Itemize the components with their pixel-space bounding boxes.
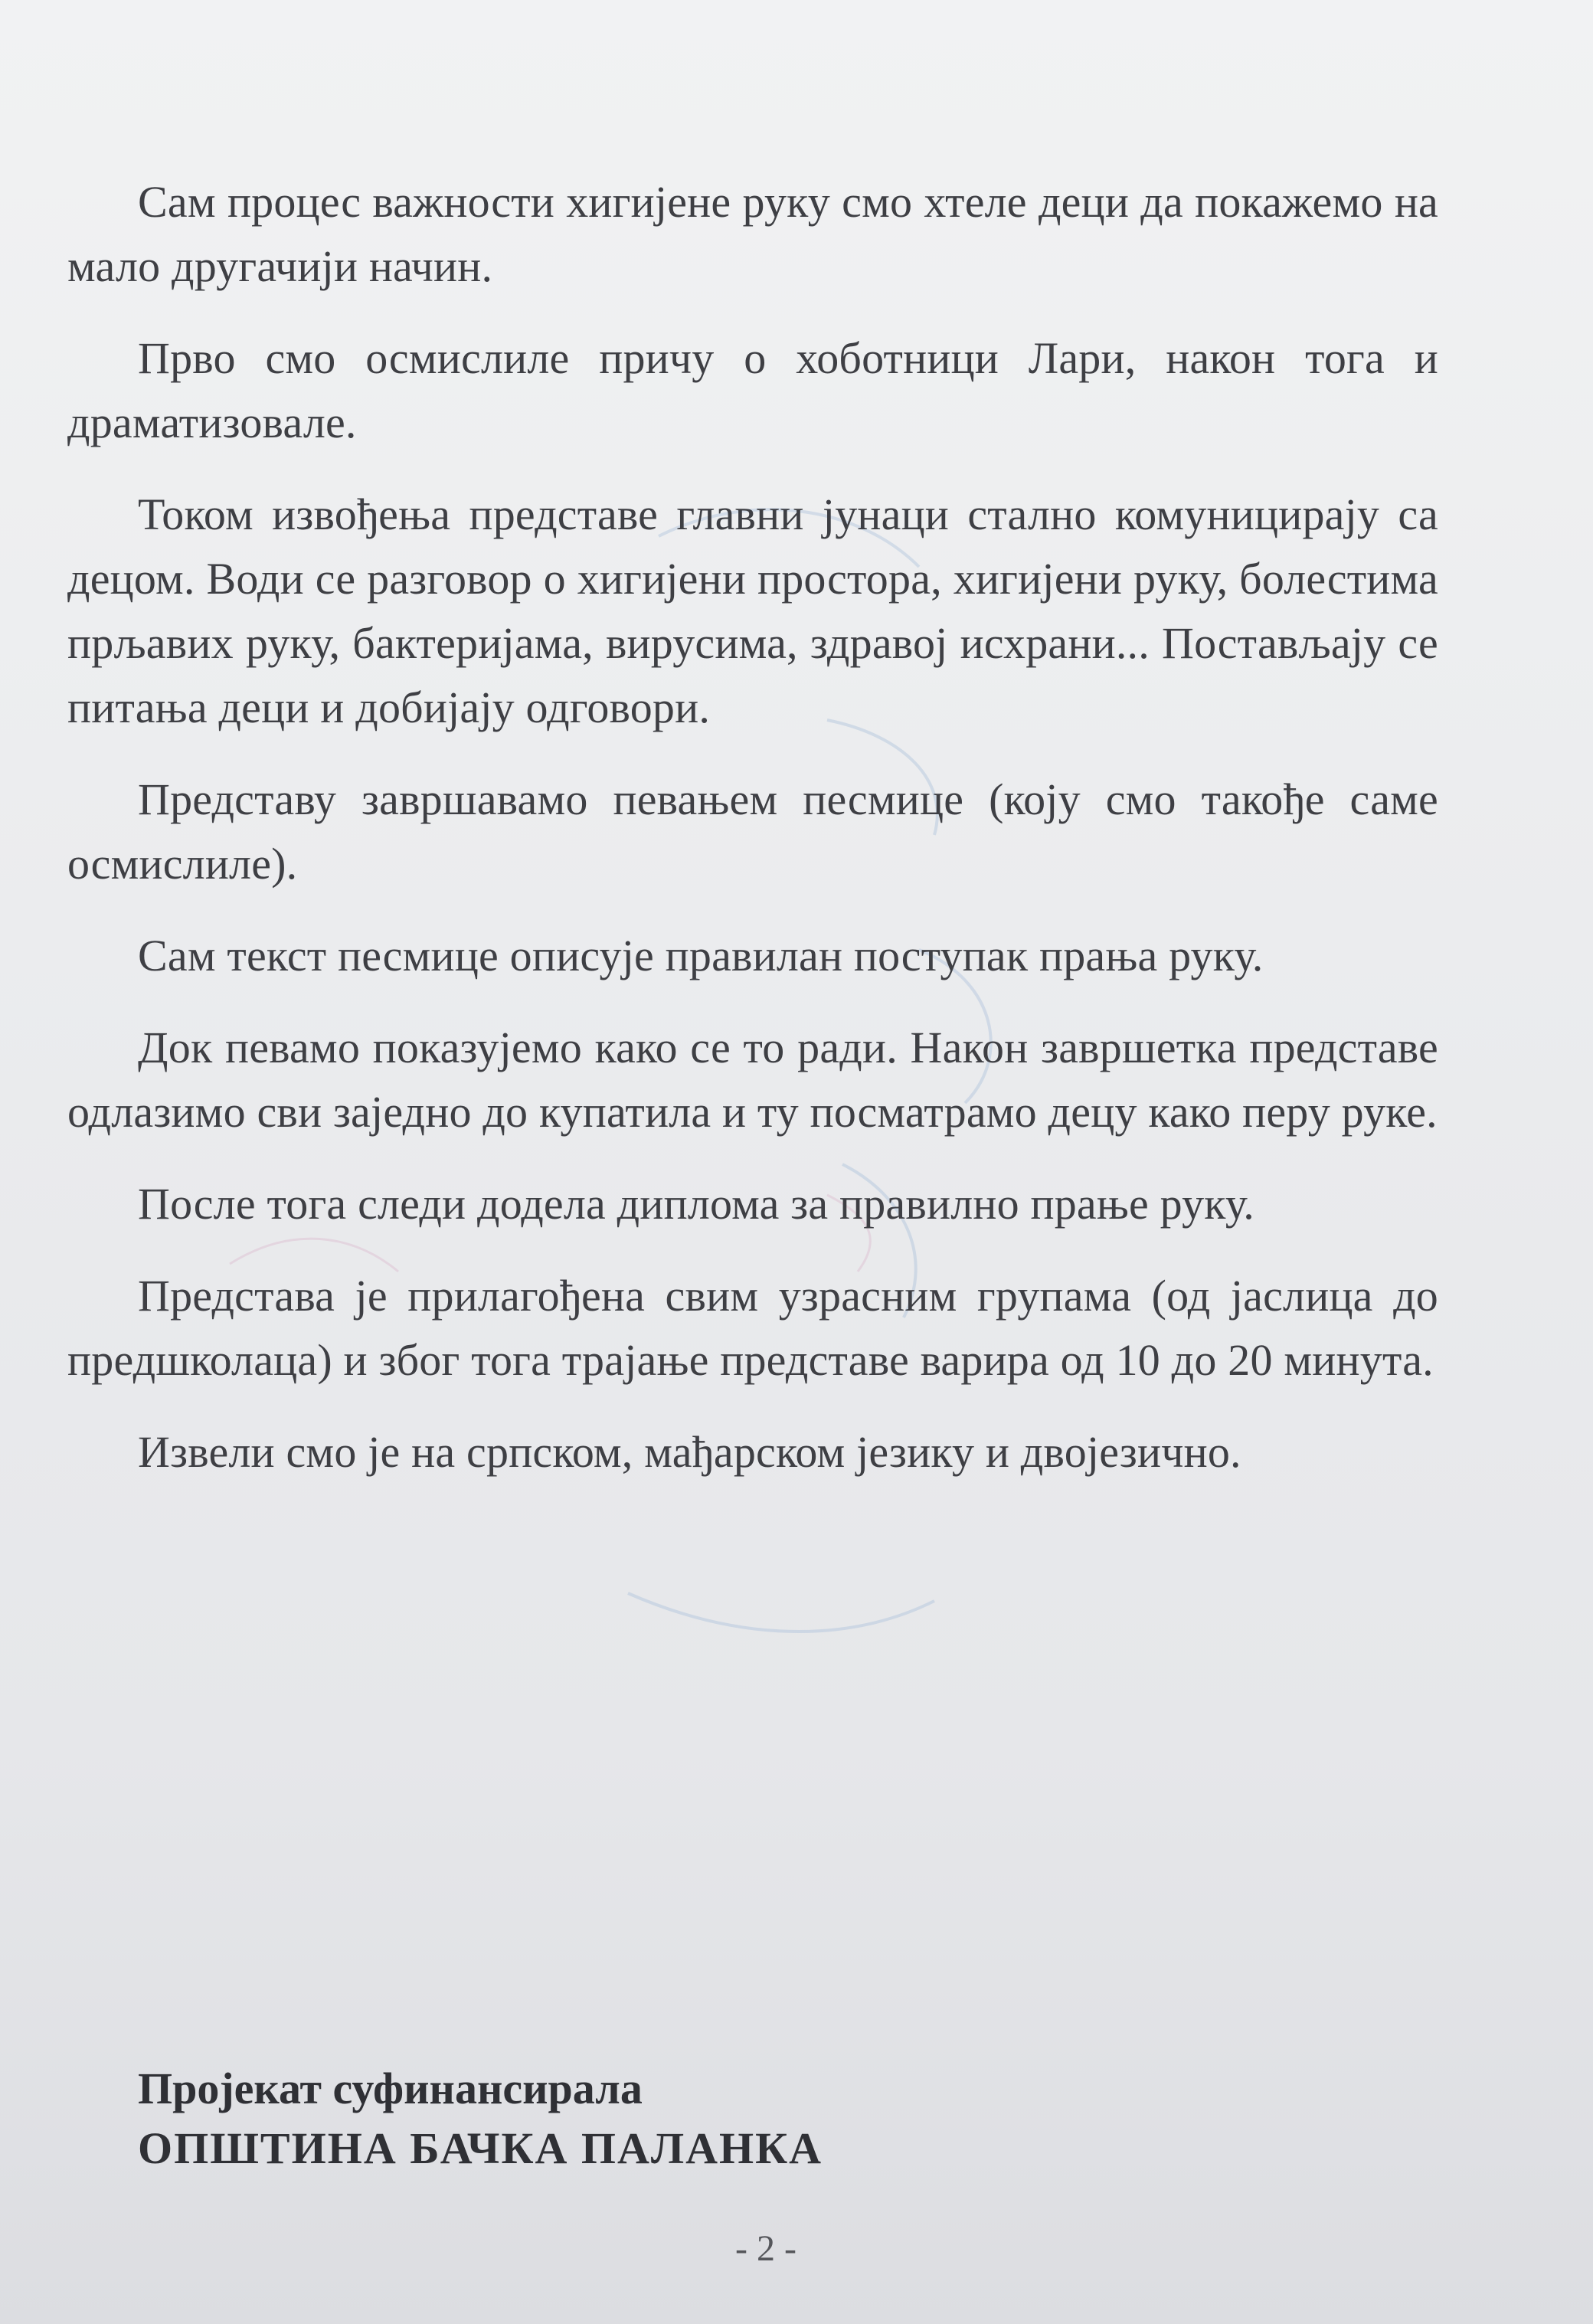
paragraph: Док певамо показујемо како се то ради. Након завршетка представе одлазимо сви заједно до купатила и ту посматрамо децу како перу руке. (67, 1023, 1438, 1137)
paragraph: Представа је прилагођена свим узрасним групама (од јаслица до предшколаца) и због тога трајање представе варира од 10 до 20 минута. (67, 1271, 1438, 1385)
paragraph: Сам процес важности хигијене руку смо хтеле деци да покажемо на мало другачији начин. (67, 177, 1438, 291)
sponsor-block (138, 2059, 1210, 2178)
sponsor-organization: ОПШТИНА БАЧКА ПАЛАНКА (138, 2123, 823, 2173)
paragraph: Извели смо је на српском, мађарском језику и двојезично. (138, 1427, 1241, 1477)
body-text (67, 170, 1438, 1512)
cofinanced-label: Пројекат суфинансирала (138, 2064, 643, 2113)
page-number: - 2 - (735, 2228, 796, 2269)
paragraph: Сам текст песмице описује правилан поступак прања руку. (138, 931, 1264, 980)
paragraph: Током извођења представе главни јунаци стално комуницирају са децом. Води се разговор о хигијени простора, хигијени руку, болестима прљавих руку, бактеријама, вирусима, здравој исхрани... Постављају се питања деци и добијају одговори. (67, 489, 1438, 732)
paragraph: После тога следи додела диплома за правилно прање руку. (138, 1179, 1254, 1229)
paragraph: Представу завршавамо певањем песмице (коју смо такође саме осмислиле). (67, 774, 1438, 889)
paragraph: Прво смо осмислиле причу о хоботници Лари, након тога и драматизовале. (67, 333, 1438, 447)
